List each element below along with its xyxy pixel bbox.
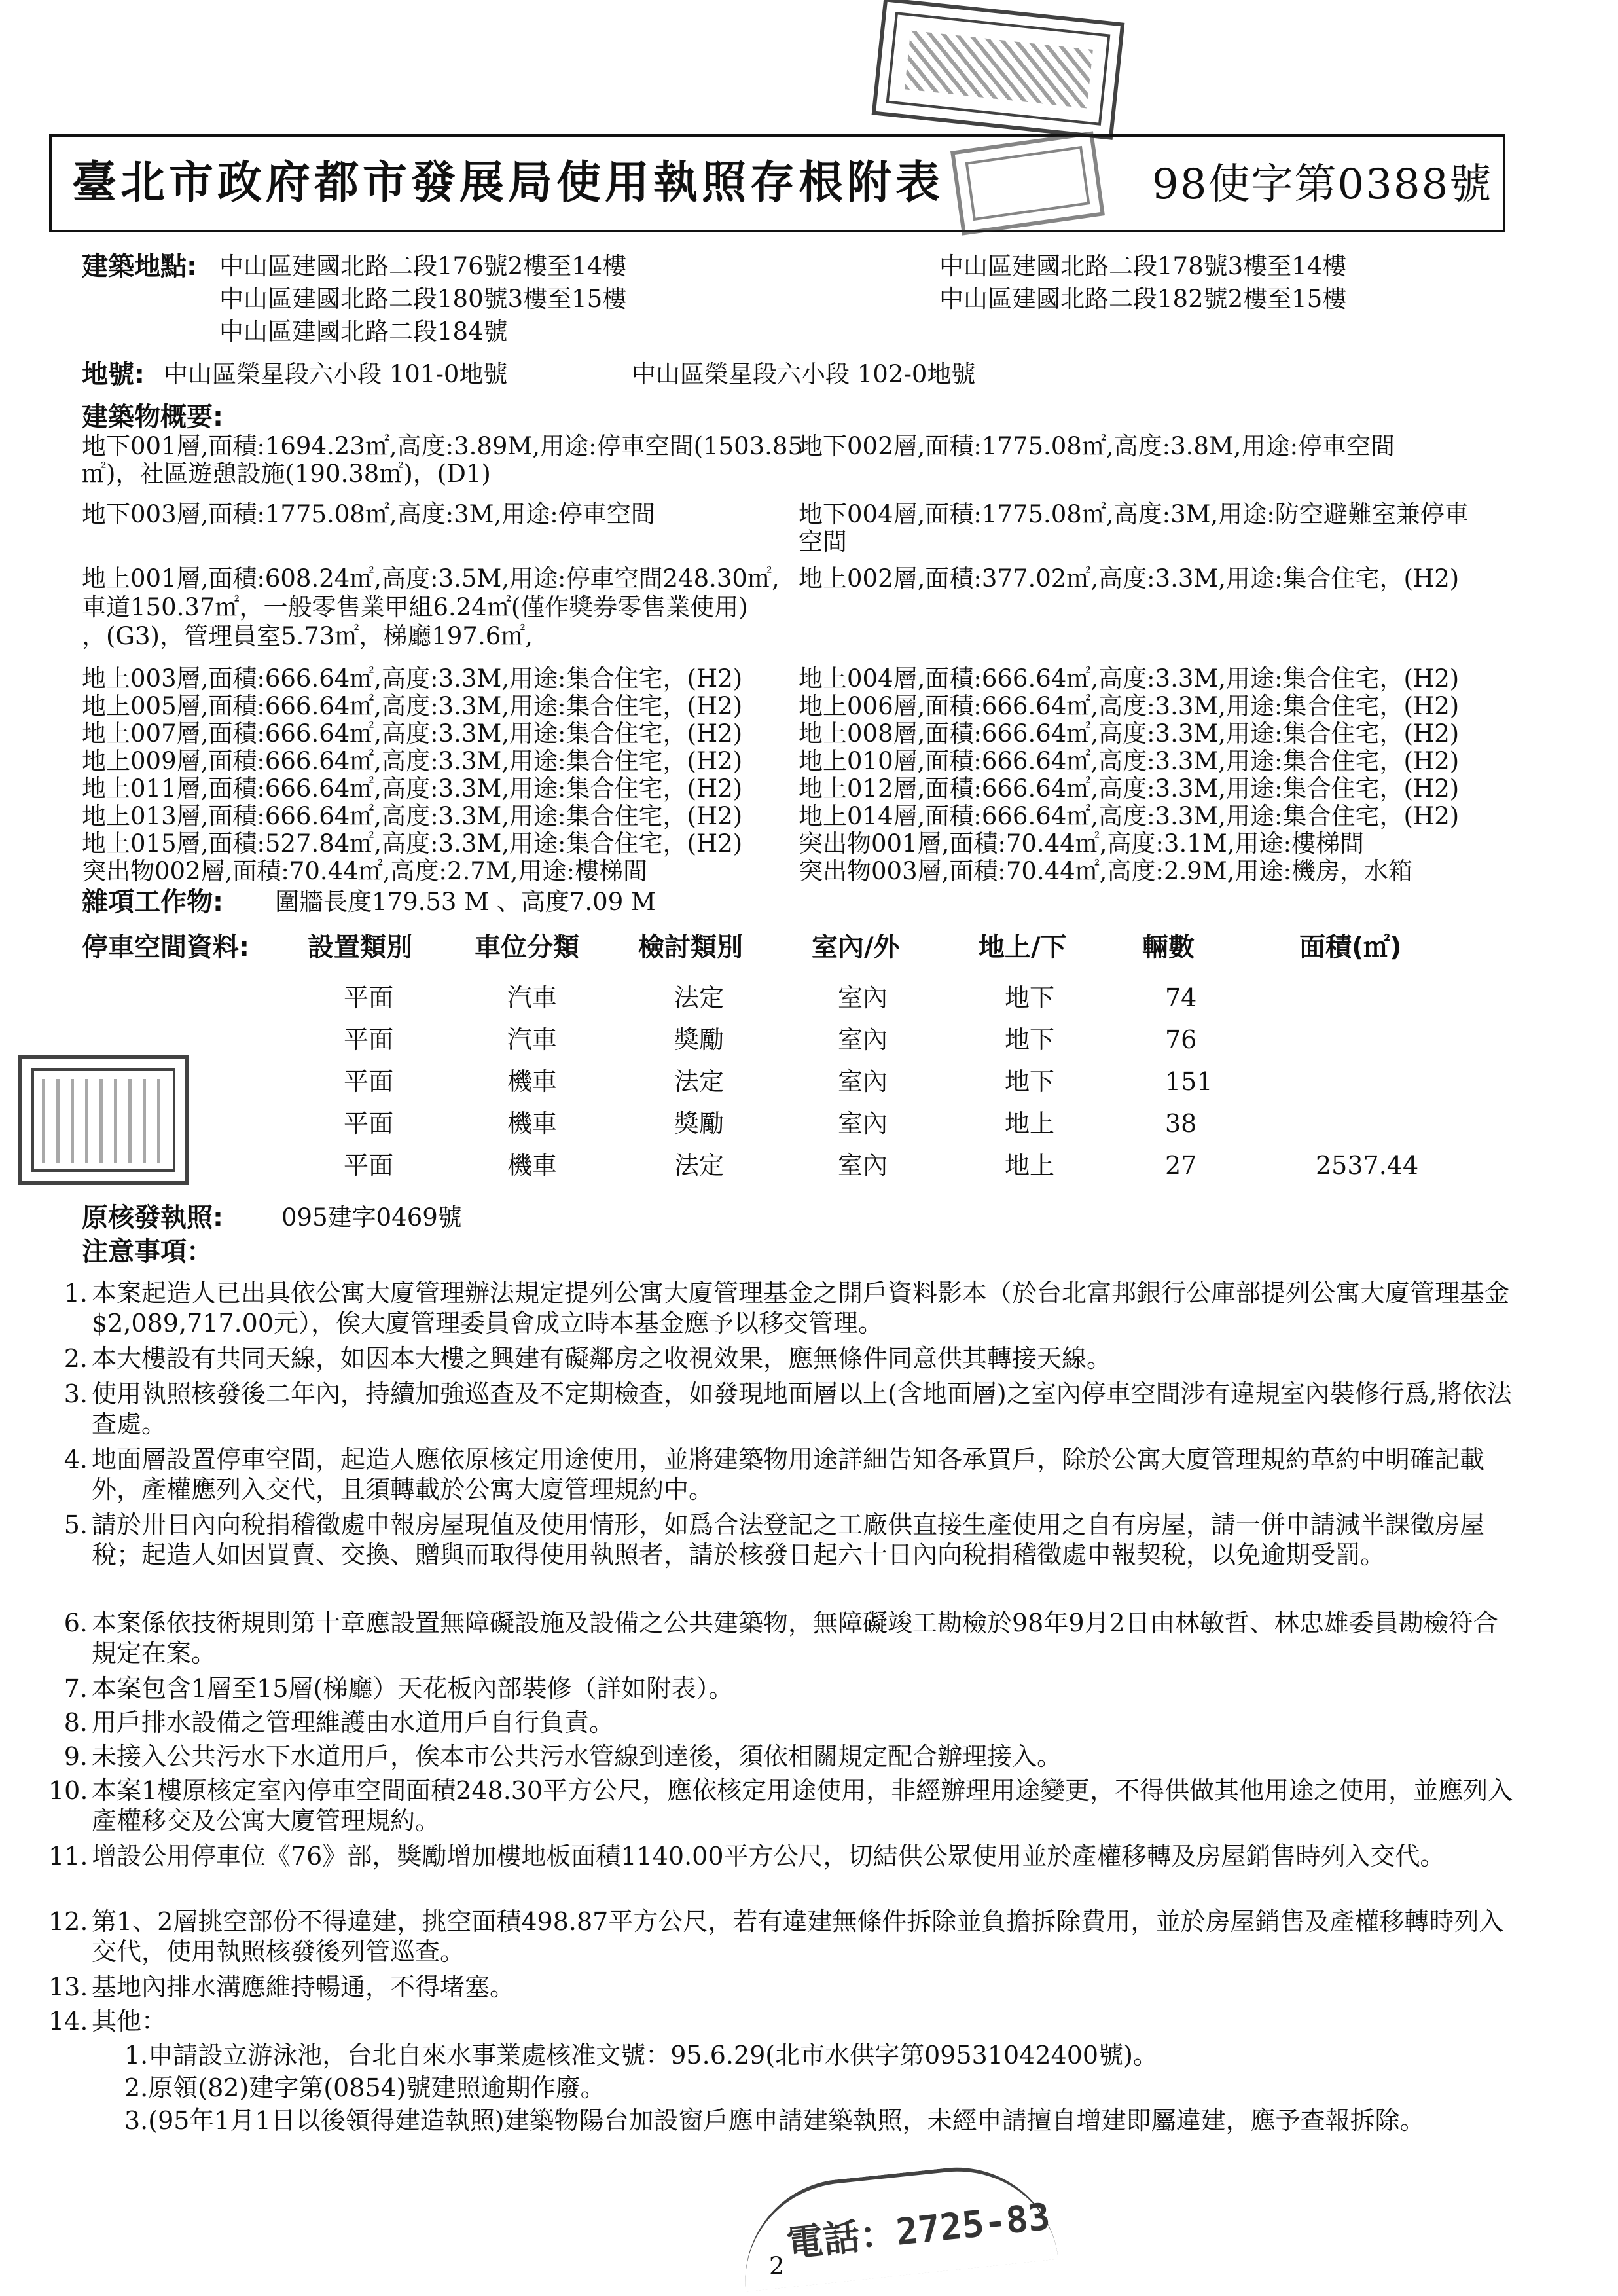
phone-stamp-text: 電話：2725-83 <box>784 2195 1052 2266</box>
overview-line: 地下004層,面積:1775.08㎡,高度:3M,用途:防空避難室兼停車 <box>799 500 1469 528</box>
overview-line: 突出物003層,面積:70.44㎡,高度:2.9M,用途:機房，水箱 <box>799 857 1412 885</box>
parking-header: 面積(㎡) <box>1299 932 1402 962</box>
page-number: 2 <box>769 2252 785 2280</box>
overview-line: 地上004層,面積:666.64㎡,高度:3.3M,用途:集合住宅，(H2) <box>799 665 1460 693</box>
overview-line: 地上009層,面積:666.64㎡,高度:3.3M,用途:集合住宅，(H2) <box>82 747 743 775</box>
note-sub-item: 2.原領(82)建字第(0854)號建照逾期作廢。 <box>124 2073 605 2102</box>
overview-line: 地上002層,面積:377.02㎡,高度:3.3M,用途:集合住宅，(H2) <box>799 564 1460 592</box>
parking-cell: 機車 <box>507 1151 558 1180</box>
location-label: 建築地點: <box>82 251 197 282</box>
note-item: 14. 其他： <box>48 2007 167 2035</box>
note-item: 13. 基地內排水溝應維持暢通，不得堵塞。 <box>48 1973 515 2001</box>
note-item: 3. 使用執照核發後二年內，持續加強巡查及不定期檢查，如發現地面層以上(含地面層)之室內停車空間涉有違規室內裝修行爲,將依法查處。 <box>63 1379 1512 1438</box>
overview-line: 地下003層,面積:1775.08㎡,高度:3M,用途:停車空間 <box>82 500 655 528</box>
overview-line: 地上003層,面積:666.64㎡,高度:3.3M,用途:集合住宅，(H2) <box>82 665 743 693</box>
overview-line: 地上006層,面積:666.64㎡,高度:3.3M,用途:集合住宅，(H2) <box>799 692 1460 720</box>
parking-header: 輛數 <box>1142 932 1195 962</box>
note-sub-item: 1.申請設立游泳池，台北自來水事業處核准文號：95.6.29(北市水供字第09531042400號)。 <box>124 2041 1158 2069</box>
note-item: 1. 本案起造人已出具依公寓大廈管理辦法規定提列公寓大廈管理基金之開戶資料影本（於台北富邦銀行公庫部提列公寓大廈管理基金$2,089,717.00元），俟大廈管理委員會成立時本基金應予以移交管理。 <box>63 1279 1510 1338</box>
overview-line: 地上015層,面積:527.84㎡,高度:3.3M,用途:集合住宅，(H2) <box>82 829 743 858</box>
parking-cell: 平面 <box>344 1109 394 1138</box>
overview-line: 突出物001層,面積:70.44㎡,高度:3.1M,用途:樓梯間 <box>799 829 1364 858</box>
lot-label: 地號: <box>82 359 145 390</box>
notes-label: 注意事項： <box>82 1237 213 1267</box>
note-sub-item: 3.(95年1月1日以後領得建造執照)建築物陽台加設窗戶應申請建築執照，未經申請擅自增建即屬違建，應予查報拆除。 <box>124 2106 1425 2135</box>
parking-cell: 室內 <box>838 1151 888 1180</box>
parking-cell: 151 <box>1165 1067 1213 1096</box>
parking-cell: 地下 <box>1005 1025 1055 1054</box>
lot-number-1: 中山區榮星段六小段 101-0地號 <box>164 360 508 388</box>
parking-cell: 平面 <box>344 1025 394 1054</box>
parking-cell: 平面 <box>344 983 394 1012</box>
parking-cell: 地上 <box>1005 1109 1055 1138</box>
note-item: 4. 地面層設置停車空間，起造人應依原核定用途使用，並將建築物用途詳細告知各承買戶，除於公寓大廈管理規約草約中明確記載外，產權應列入交代，且須轉載於公寓大廈管理規約中。 <box>63 1445 1485 1504</box>
overview-line: 地上010層,面積:666.64㎡,高度:3.3M,用途:集合住宅，(H2) <box>799 747 1460 775</box>
original-permit-value: 095建字0469號 <box>281 1203 462 1231</box>
parking-header: 檢討類別 <box>638 932 743 962</box>
parking-cell: 法定 <box>674 983 725 1012</box>
parking-cell: 汽車 <box>507 1025 558 1054</box>
parking-cell: 獎勵 <box>674 1109 725 1138</box>
misc-works-value: 圍牆長度179.53 M 、高度7.09 M <box>275 888 656 916</box>
address-2: 中山區建國北路二段178號3樓至14樓 <box>939 252 1347 280</box>
address-4: 中山區建國北路二段182號2樓至15樓 <box>939 285 1347 313</box>
overview-line: 地下001層,面積:1694.23㎡,高度:3.89M,用途:停車空間(1503.85 <box>82 432 804 460</box>
overview-line: 地上011層,面積:666.64㎡,高度:3.3M,用途:集合住宅，(H2) <box>82 774 743 803</box>
overview-line: 地上008層,面積:666.64㎡,高度:3.3M,用途:集合住宅，(H2) <box>799 720 1460 748</box>
page-title: 臺北市政府都市發展局使用執照存根附表 <box>72 156 944 209</box>
note-item: 5. 請於卅日內向稅捐稽徵處申報房屋現值及使用情形，如爲合法登記之工廠供直接生產使用之自有房屋，請一併申請減半課徵房屋稅；起造人如因買賣、交換、贈與而取得使用執照者，請於核發日起六十日內向稅捐稽徵處申報契稅，以免逾期受罰。 <box>63 1510 1485 1569</box>
overview-line: 地上005層,面積:666.64㎡,高度:3.3M,用途:集合住宅，(H2) <box>82 692 743 720</box>
lot-number-2: 中山區榮星段六小段 102-0地號 <box>632 360 976 388</box>
parking-cell: 室內 <box>838 1067 888 1096</box>
parking-cell: 27 <box>1165 1151 1197 1180</box>
parking-header: 車位分類 <box>475 932 579 962</box>
parking-cell: 平面 <box>344 1151 394 1180</box>
overview-line: 地上014層,面積:666.64㎡,高度:3.3M,用途:集合住宅，(H2) <box>799 802 1460 830</box>
parking-cell: 室內 <box>838 1025 888 1054</box>
parking-cell: 74 <box>1165 983 1197 1012</box>
original-permit-label: 原核發執照: <box>82 1203 223 1233</box>
overview-line: 空間 <box>799 528 847 556</box>
parking-cell: 76 <box>1165 1025 1197 1054</box>
overview-line: 地上012層,面積:666.64㎡,高度:3.3M,用途:集合住宅，(H2) <box>799 774 1460 803</box>
overview-line: 突出物002層,面積:70.44㎡,高度:2.7M,用途:樓梯間 <box>82 857 647 885</box>
note-item: 7. 本案包含1層至15層(梯廳）天花板內部裝修（詳如附表）。 <box>63 1674 734 1703</box>
parking-cell: 法定 <box>674 1151 725 1180</box>
parking-label: 停車空間資料: <box>82 932 249 962</box>
overview-label: 建築物概要: <box>82 402 223 432</box>
seal-stamp-left <box>18 1055 189 1185</box>
address-5: 中山區建國北路二段184號 <box>219 318 508 346</box>
overview-line: 地上007層,面積:666.64㎡,高度:3.3M,用途:集合住宅，(H2) <box>82 720 743 748</box>
address-3: 中山區建國北路二段180號3樓至15樓 <box>219 285 627 313</box>
overview-line: 地下002層,面積:1775.08㎡,高度:3.8M,用途:停車空間 <box>799 432 1395 460</box>
parking-cell: 地下 <box>1005 983 1055 1012</box>
overview-line: 車道150.37㎡，一般零售業甲組6.24㎡(僅作獎券零售業使用) <box>82 593 748 621</box>
parking-header: 設置類別 <box>308 932 412 962</box>
note-item: 10. 本案1樓原核定室內停車空間面積248.30平方公尺，應依核定用途使用，非經辦理用途變更，不得供做其他用途之使用，並應列入產權移交及公寓大廈管理規約。 <box>48 1776 1513 1835</box>
parking-cell: 機車 <box>507 1109 558 1138</box>
parking-cell: 地下 <box>1005 1067 1055 1096</box>
note-item: 12. 第1、2層挑空部份不得違建，挑空面積498.87平方公尺，若有違建無條件拆除並負擔拆除費用，並於房屋銷售及產權移轉時列入交代，使用執照核發後列管巡查。 <box>48 1907 1504 1966</box>
seal-stamp-top <box>872 0 1125 140</box>
note-item: 9. 未接入公共污水下水道用戶，俟本市公共污水管線到達後，須依相關規定配合辦理接入。 <box>63 1742 1062 1771</box>
parking-cell: 地上 <box>1005 1151 1055 1180</box>
note-item: 11. 增設公用停車位《76》部，獎勵增加樓地板面積1140.00平方公尺，切結供公眾使用並於產權移轉及房屋銷售時列入交代。 <box>48 1842 1445 1870</box>
overview-line: 地上001層,面積:608.24㎡,高度:3.5M,用途:停車空間248.30㎡, <box>82 564 780 592</box>
parking-cell: 38 <box>1165 1109 1197 1138</box>
parking-cell: 平面 <box>344 1067 394 1096</box>
note-item: 6. 本案係依技術規則第十章應設置無障礙設施及設備之公共建築物，無障礙竣工勘檢於98年9月2日由林敏哲、林忠雄委員勘檢符合規定在案。 <box>63 1609 1498 1667</box>
address-1: 中山區建國北路二段176號2樓至14樓 <box>219 252 627 280</box>
overview-line: ，(G3)，管理員室5.73㎡，梯廳197.6㎡, <box>82 622 533 650</box>
parking-header: 室內/外 <box>812 932 900 962</box>
parking-cell: 室內 <box>838 983 888 1012</box>
note-item: 2. 本大樓設有共同天線，如因本大樓之興建有礙鄰房之收視效果，應無條件同意供其轉接天線。 <box>63 1344 1112 1373</box>
parking-cell: 汽車 <box>507 983 558 1012</box>
overview-line: ㎡)，社區遊憩設施(190.38㎡)，(D1) <box>82 460 491 488</box>
note-item: 8. 用戶排水設備之管理維護由水道用戶自行負責。 <box>63 1708 615 1737</box>
parking-cell: 室內 <box>838 1109 888 1138</box>
permit-number: 98使字第0388號 <box>1152 160 1493 209</box>
parking-cell: 法定 <box>674 1067 725 1096</box>
parking-cell: 機車 <box>507 1067 558 1096</box>
parking-cell: 獎勵 <box>674 1025 725 1054</box>
parking-header: 地上/下 <box>979 932 1067 962</box>
parking-cell: 2537.44 <box>1316 1151 1419 1180</box>
misc-works-label: 雜項工作物: <box>82 887 223 917</box>
overview-line: 地上013層,面積:666.64㎡,高度:3.3M,用途:集合住宅，(H2) <box>82 802 743 830</box>
